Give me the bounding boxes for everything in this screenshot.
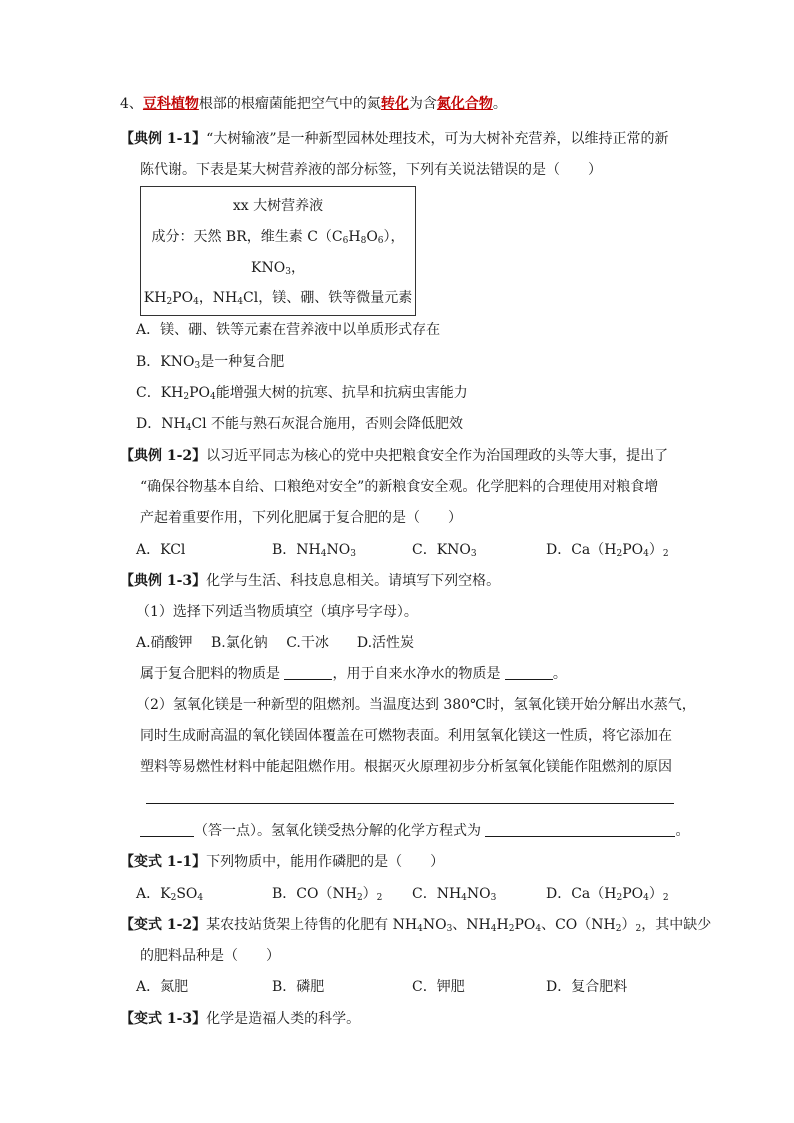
q4-line bbox=[120, 94, 507, 114]
nutrient-label-box bbox=[140, 186, 416, 316]
answer-blank-5[interactable] bbox=[485, 822, 675, 837]
answer-blank-3[interactable] bbox=[146, 803, 674, 804]
ex13-part1: （1）选择下列适当物质填空（填序号字母）。 bbox=[136, 604, 418, 620]
ex13-part2-line3: 塑料等易燃性材料中能起阻燃作用。根据灭火原理初步分析氢氧化镁能作阻燃剂的原因 bbox=[140, 759, 672, 775]
ex12-line3: 产起着重要作用，下列化肥属于复合肥的是（ ） bbox=[140, 510, 462, 526]
ex13-part2-line4: （答一点）。氢氧化镁受热分解的化学方程式为 。 bbox=[140, 821, 689, 841]
ex11-option-c: C．$KH_2PO_4$能增强大树的抗寒、抗旱和抗病虫害能力 bbox=[136, 385, 468, 402]
var11-option-d: D．$Ca(H_2PO_4)_2$ bbox=[546, 886, 669, 903]
ex11-text-1: “大树输液”是一种新型园林处理技术，可为大树补充营养，以维持正常的新 bbox=[206, 131, 669, 147]
q4-text-3: 。 bbox=[492, 96, 507, 112]
ex11-option-a: A．镁、硼、铁等元素在营养液中以单质形式存在 bbox=[136, 322, 441, 338]
ex13-choices: A.硝酸钾 B.氯化钠 C.干冰 D.活性炭 bbox=[136, 635, 415, 651]
var12-line2: 的肥料品种是（ ） bbox=[140, 948, 280, 964]
ex11-option-b: B．$KNO_3$是一种复合肥 bbox=[136, 354, 285, 371]
term-convert: 转化 bbox=[380, 96, 409, 112]
ex13-tag: 【典例 1-3】 bbox=[120, 573, 207, 589]
ex12-option-c: C．$KNO_3$ bbox=[412, 542, 477, 559]
ex13-part2-line2: 同时生成耐高温的氧化镁固体覆盖在可燃物表面。利用氢氧化镁这一性质，将它添加在 bbox=[140, 728, 672, 744]
var13-tag: 【变式 1-3】 bbox=[120, 1011, 207, 1027]
label-row-3: $KH_2PO_4$，$NH_4Cl$，镁、硼、铁等微量元素 bbox=[143, 290, 413, 307]
var12-option-b: B．磷肥 bbox=[272, 979, 325, 995]
ex11-line1 bbox=[120, 129, 668, 149]
ex11-line2: 陈代谢。下表是某大树营养液的部分标签，下列有关说法错误的是（ ） bbox=[140, 162, 602, 178]
var11-option-b: B．$CO(NH_2)_2$ bbox=[272, 886, 383, 903]
var11-option-c: C．$NH_4NO_3$ bbox=[412, 886, 497, 903]
ex13-line1: 【典例 1-3】化学与生活、科技息息相关。请填写下列空格。 bbox=[120, 573, 501, 589]
var13-line1: 【变式 1-3】化学是造福人类的科学。 bbox=[120, 1011, 361, 1027]
label-title: xx 大树营养液 bbox=[232, 198, 324, 214]
ex12-option-b: B．$NH_4NO_3$ bbox=[272, 542, 356, 559]
var11-line1: 【变式 1-1】下列物质中，能用作磷肥的是（ ） bbox=[120, 854, 445, 870]
ex12-line1: 【典例 1-2】以习近平同志为核心的党中央把粮食安全作为治国理政的头等大事，提出了 bbox=[120, 448, 669, 464]
var12-option-a: A．氮肥 bbox=[136, 979, 189, 995]
answer-blank-1[interactable] bbox=[284, 665, 332, 680]
var12-option-d: D．复合肥料 bbox=[546, 979, 628, 995]
ex11-option-d: D．$NH_4Cl$ 不能与熟石灰混合施用，否则会降低肥效 bbox=[136, 416, 464, 433]
ex12-option-a: A．KCl bbox=[136, 542, 186, 558]
var12-line1: 【变式 1-2】某农技站货架上待售的化肥有 $NH_4NO_3$、$NH_4H_2PO_4$、$CO(NH_2)_2$，其中缺少 bbox=[120, 917, 712, 934]
q4-text-2: 为含 bbox=[408, 96, 437, 112]
answer-blank-2[interactable] bbox=[505, 665, 553, 680]
term-nitrogen-compound: 氮化合物 bbox=[436, 96, 493, 112]
var12-option-c: C．钾肥 bbox=[412, 979, 465, 995]
q4-text-1: 根部的根瘤菌能把空气中的氮 bbox=[198, 96, 381, 112]
term-legume: 豆科植物 bbox=[142, 96, 199, 112]
var11-tag: 【变式 1-1】 bbox=[120, 854, 207, 870]
q4-number: 4、 bbox=[120, 96, 143, 112]
var11-option-a: A．$K_2SO_4$ bbox=[136, 886, 204, 903]
label-row-1: 成分：天然 BR，维生素 $C(C_6H_8O_6)$， bbox=[151, 229, 405, 246]
ex13-part2-line1: （2）氢氧化镁是一种新型的阻燃剂。当温度达到 380℃时，氢氧化镁开始分解出水蒸气， bbox=[136, 697, 696, 713]
ex12-tag: 【典例 1-2】 bbox=[120, 448, 207, 464]
ex13-fill-line: 属于复合肥料的物质是 ，用于自来水净水的物质是 。 bbox=[140, 666, 567, 682]
label-row-2: $KNO_3$， bbox=[251, 260, 305, 277]
answer-blank-4[interactable] bbox=[140, 822, 194, 837]
ex12-line2: “确保谷物基本自给、口粮绝对安全”的新粮食安全观。化学肥料的合理使用对粮食增 bbox=[140, 479, 659, 495]
ex12-option-d: D．$Ca(H_2PO_4)_2$ bbox=[546, 542, 669, 559]
var12-tag: 【变式 1-2】 bbox=[120, 917, 207, 933]
ex11-tag: 【典例 1-1】 bbox=[120, 131, 207, 147]
